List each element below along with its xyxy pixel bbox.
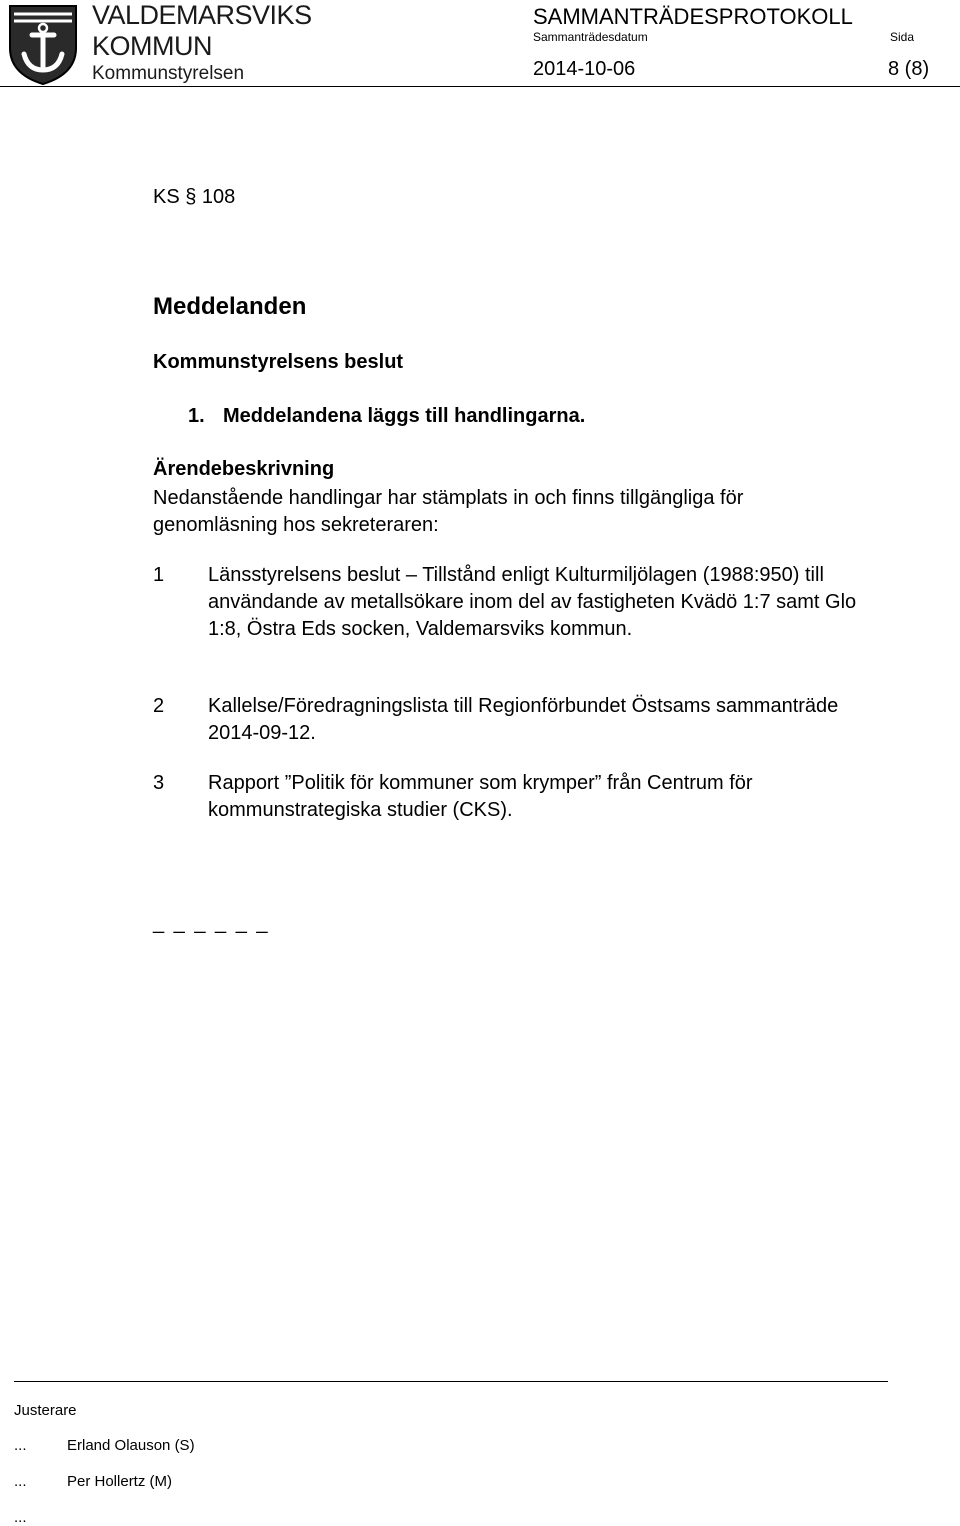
footer-divider (14, 1381, 888, 1382)
decision-item-text: Meddelandena läggs till handlingarna. (223, 405, 586, 427)
date-label: Sammanträdesdatum (533, 30, 648, 44)
message-item (153, 693, 873, 747)
signature-dots: ... (14, 1473, 27, 1490)
page-title: Meddelanden (153, 293, 307, 320)
signer-row (14, 1473, 172, 1490)
signature-dots: ... (14, 1437, 27, 1454)
signature-dots: ... (14, 1509, 27, 1526)
message-text: Länsstyrelsens beslut – Tillstånd enligt Kulturmiljölagen (1988:950) till användande av metallsökare inom del av fastigheten Kvädö 1:7 samt Glo 1:8, Östra Eds socken, Valdemarsviks kommun. (208, 564, 857, 640)
description-text: Nedanstående handlingar har stämplats in och finns tillgängliga för genomläsning hos sekreteraren: (153, 487, 744, 536)
justerare-label: Justerare (14, 1402, 77, 1419)
message-item (153, 562, 873, 643)
end-marker: _ _ _ _ _ _ (153, 912, 270, 934)
signer-row (14, 1437, 195, 1454)
message-number: 1 (153, 564, 165, 586)
meeting-date: 2014-10-06 (533, 58, 636, 80)
page-number: 8 (8) (888, 58, 930, 80)
description-heading: Ärendebeskrivning (153, 458, 335, 480)
message-number: 2 (153, 695, 165, 717)
anchor-shield-emblem-icon (6, 2, 80, 86)
document-type: SAMMANTRÄDESPROTOKOLL (533, 4, 853, 29)
decision-item-number: 1. (188, 405, 205, 427)
signer-name: Erland Olauson (S) (67, 1437, 195, 1454)
org-subtitle: Kommunstyrelsen (92, 63, 245, 84)
org-name-line2: KOMMUN (92, 31, 212, 61)
decision-heading: Kommunstyrelsens beslut (153, 351, 404, 373)
decision-item (188, 405, 585, 428)
message-text: Rapport ”Politik för kommuner som krymper” från Centrum för kommunstrategiska studier (CKS). (208, 772, 753, 821)
message-item (153, 770, 873, 824)
case-number: KS § 108 (153, 186, 236, 208)
page-label: Sida (890, 30, 915, 44)
signer-name: Per Hollertz (M) (67, 1473, 173, 1490)
header-divider (0, 86, 960, 87)
message-number: 3 (153, 772, 165, 794)
org-name-line1: VALDEMARSVIKS (92, 0, 312, 30)
message-text: Kallelse/Föredragningslista till Regionförbundet Östsams sammanträde 2014-09-12. (208, 695, 839, 744)
signer-row (14, 1509, 67, 1526)
